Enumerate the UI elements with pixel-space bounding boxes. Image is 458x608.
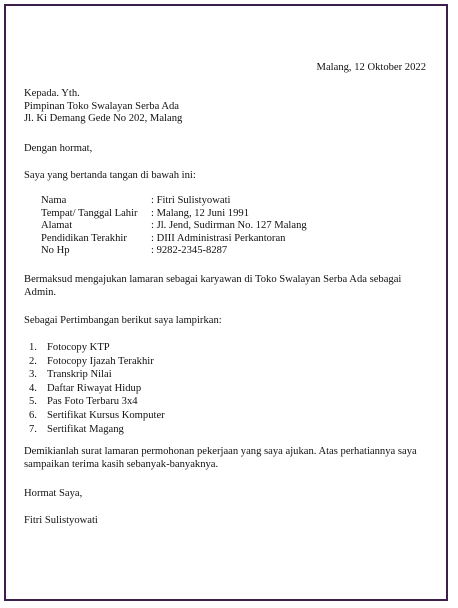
list-number: 5. bbox=[29, 396, 37, 408]
signature-name: Fitri Sulistyowati bbox=[24, 515, 98, 526]
list-item bbox=[29, 369, 165, 383]
list-text: Daftar Riwayat Hidup bbox=[47, 382, 142, 394]
identity-value: : Jl. Jend, Sudirman No. 127 Malang bbox=[151, 220, 307, 231]
list-number: 4. bbox=[29, 382, 37, 394]
identity-value: : 9282-2345-8287 bbox=[151, 245, 228, 256]
list-text: Sertifikat Kursus Komputer bbox=[47, 409, 165, 421]
list-item bbox=[29, 342, 165, 356]
recipient-line: Jl. Ki Demang Gede No 202, Malang bbox=[24, 113, 183, 124]
identity-value: : Fitri Sulistyowati bbox=[151, 195, 231, 206]
list-item bbox=[29, 424, 165, 438]
recipient-line: Pimpinan Toko Swalayan Serba Ada bbox=[24, 100, 180, 112]
regards: Hormat Saya, bbox=[24, 488, 83, 499]
recipient-block bbox=[24, 88, 182, 126]
list-item bbox=[29, 410, 165, 424]
list-number: 7. bbox=[29, 423, 37, 435]
identity-value: : DIII Administrasi Perkantoran bbox=[151, 232, 286, 244]
identity-label: No Hp bbox=[41, 245, 70, 256]
identity-table bbox=[41, 195, 307, 258]
identity-label: Alamat bbox=[41, 220, 73, 231]
identity-row bbox=[41, 195, 307, 208]
identity-label: Pendidikan Terakhir bbox=[41, 232, 127, 244]
closing-paragraph: Demikianlah surat lamaran permohonan pekerjaan yang saya ajukan. Atas perhatiannya saya sampaikan terima kasih sebanyak-banyaknya. bbox=[24, 446, 417, 470]
attachments-intro: Sebagai Pertimbangan berikut saya lampirkan: bbox=[24, 315, 222, 326]
list-item bbox=[29, 356, 165, 370]
attachments-list bbox=[29, 342, 165, 437]
list-text: Transkrip Nilai bbox=[47, 369, 112, 381]
list-text: Pas Foto Terbaru 3x4 bbox=[47, 396, 138, 408]
greeting: Dengan hormat, bbox=[24, 143, 93, 154]
list-text: Sertifikat Magang bbox=[47, 423, 124, 435]
identity-value: : Malang, 12 Juni 1991 bbox=[151, 207, 249, 219]
list-text: Fotocopy Ijazah Terakhir bbox=[47, 355, 154, 367]
list-number: 6. bbox=[29, 409, 37, 421]
list-number: 3. bbox=[29, 369, 37, 381]
intro-text: Saya yang bertanda tangan di bawah ini: bbox=[24, 170, 196, 181]
letter-document bbox=[6, 6, 446, 599]
list-text: Fotocopy KTP bbox=[47, 342, 110, 353]
document-frame bbox=[4, 4, 448, 601]
list-item bbox=[29, 383, 165, 397]
recipient-line: Kepada. Yth. bbox=[24, 88, 80, 99]
list-number: 1. bbox=[29, 342, 37, 353]
identity-row bbox=[41, 245, 307, 258]
list-item bbox=[29, 396, 165, 410]
identity-row bbox=[41, 208, 307, 221]
list-number: 2. bbox=[29, 355, 37, 367]
identity-row bbox=[41, 220, 307, 233]
identity-row bbox=[41, 233, 307, 246]
purpose-paragraph: Bermaksud mengajukan lamaran sebagai karyawan di Toko Swalayan Serba Ada sebagai Admin. bbox=[24, 274, 402, 298]
letter-date: Malang, 12 Oktober 2022 bbox=[316, 62, 426, 73]
identity-label: Nama bbox=[41, 195, 67, 206]
identity-label: Tempat/ Tanggal Lahir bbox=[41, 207, 138, 219]
